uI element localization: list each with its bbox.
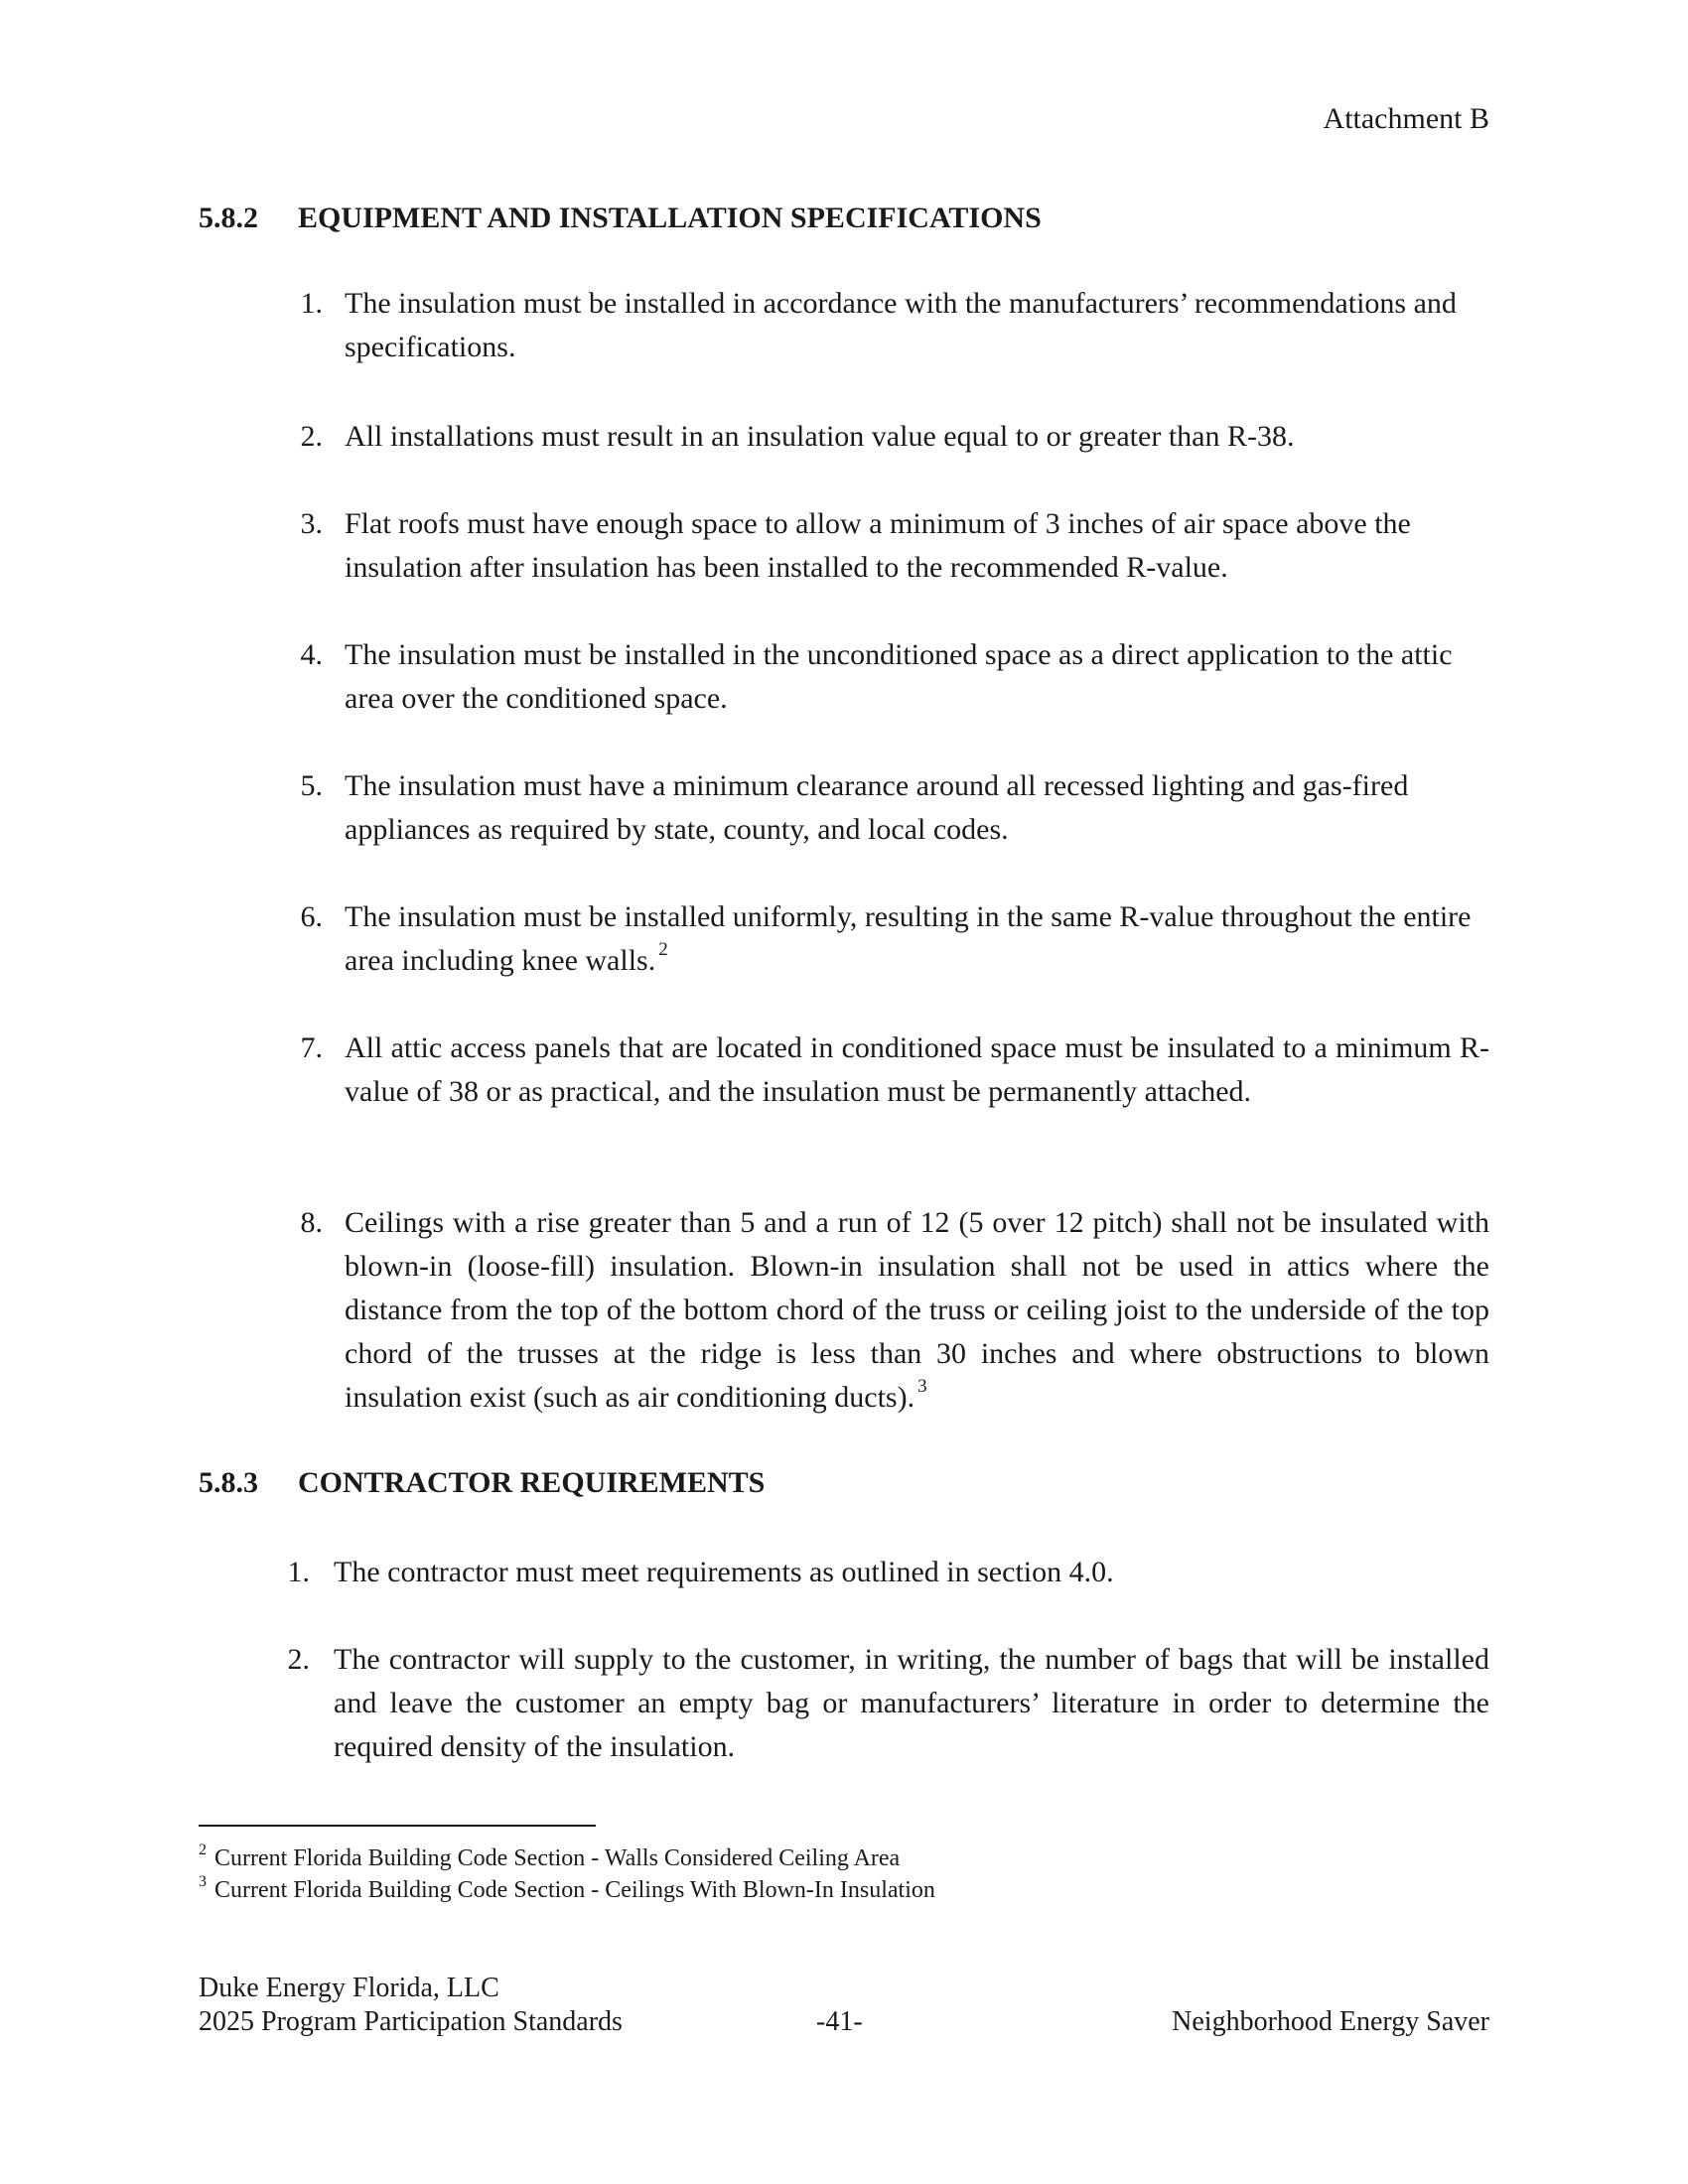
item-number: 2. [287, 1643, 310, 1676]
item-number: 3. [300, 507, 323, 540]
section-title: CONTRACTOR REQUIREMENTS [298, 1466, 766, 1499]
item-text-body: The insulation must be installed uniformly, resulting in the same R-value throughout the entire area including knee walls. [345, 900, 1472, 977]
footnote-ref: 2 [658, 939, 668, 960]
item-number: 7. [300, 1031, 323, 1064]
item-number: 1. [300, 287, 323, 320]
section-title: EQUIPMENT AND INSTALLATION SPECIFICATIONS [298, 202, 1042, 234]
item-text: The insulation must be installed in accordance with the manufacturers’ recommendations and specifications. [345, 287, 1457, 363]
footnote-3 [199, 1874, 935, 1906]
item-number: 6. [300, 900, 323, 933]
attachment-label: Attachment B [1323, 102, 1489, 135]
item-text: The insulation must be installed in the unconditioned space as a direct application to the attic area over the conditioned space. [345, 638, 1453, 715]
section-heading-5-8-2 [199, 201, 1042, 236]
footnote-mark: 2 [199, 1842, 207, 1858]
item-text: All installations must result in an insulation value equal to or greater than R-38. [345, 420, 1295, 453]
section-heading-5-8-3 [199, 1465, 765, 1501]
footnote-text: Current Florida Building Code Section - Ceilings With Blown-In Insulation [214, 1877, 935, 1903]
item-number: 8. [300, 1206, 323, 1239]
page-number: -41- [816, 2006, 863, 2037]
footer-document: 2025 Program Participation Standards [199, 2006, 623, 2037]
item-text: Flat roofs must have enough space to allow a minimum of 3 inches of air space above the insulation after insulation has been installed to the recommended R-value. [345, 507, 1411, 584]
footnote-mark: 3 [199, 1873, 207, 1890]
section-number: 5.8.2 [199, 202, 258, 234]
item-text [345, 895, 1489, 983]
item-text: The contractor must meet requirements as outlined in section 4.0. [334, 1556, 1114, 1588]
item-number: 5. [300, 769, 323, 802]
item-number: 4. [300, 638, 323, 671]
footnote-ref: 3 [917, 1376, 927, 1397]
item-text: All attic access panels that are located in conditioned space must be insulated to a minimum R-value of 38 or as practical, and the insulation must be permanently attached. [345, 1031, 1489, 1108]
item-number: 2. [300, 420, 323, 453]
footer-program: Neighborhood Energy Saver [1172, 2006, 1489, 2037]
item-text: The contractor will supply to the customer, in writing, the number of bags that will be installed and leave the customer an empty bag or manufacturers’ literature in order to determine the required density of the insulation. [334, 1643, 1489, 1763]
item-text-body: Ceilings with a rise greater than 5 and a run of 12 (5 over 12 pitch) shall not be insulated with blown-in (loose-fill) insulation. Blown-in insulation shall not be used in attics where the distance from the top of the bottom chord of the truss or ceiling joist to the underside of the top chord of the trusses at the ridge is less than 30 inches and where obstructions to blown insulation exist (such as air conditioning ducts). [345, 1206, 1489, 1414]
section-number: 5.8.3 [199, 1466, 258, 1499]
item-text: The insulation must have a minimum clearance around all recessed lighting and gas-fired appliances as required by state, county, and local codes. [345, 769, 1409, 846]
footnote-text: Current Florida Building Code Section - Walls Considered Ceiling Area [214, 1845, 901, 1871]
footnote-divider [199, 1825, 596, 1827]
footer-company: Duke Energy Florida, LLC [199, 1973, 499, 2003]
item-text [345, 1201, 1489, 1420]
item-number: 1. [287, 1556, 310, 1588]
footnote-2 [199, 1843, 900, 1874]
